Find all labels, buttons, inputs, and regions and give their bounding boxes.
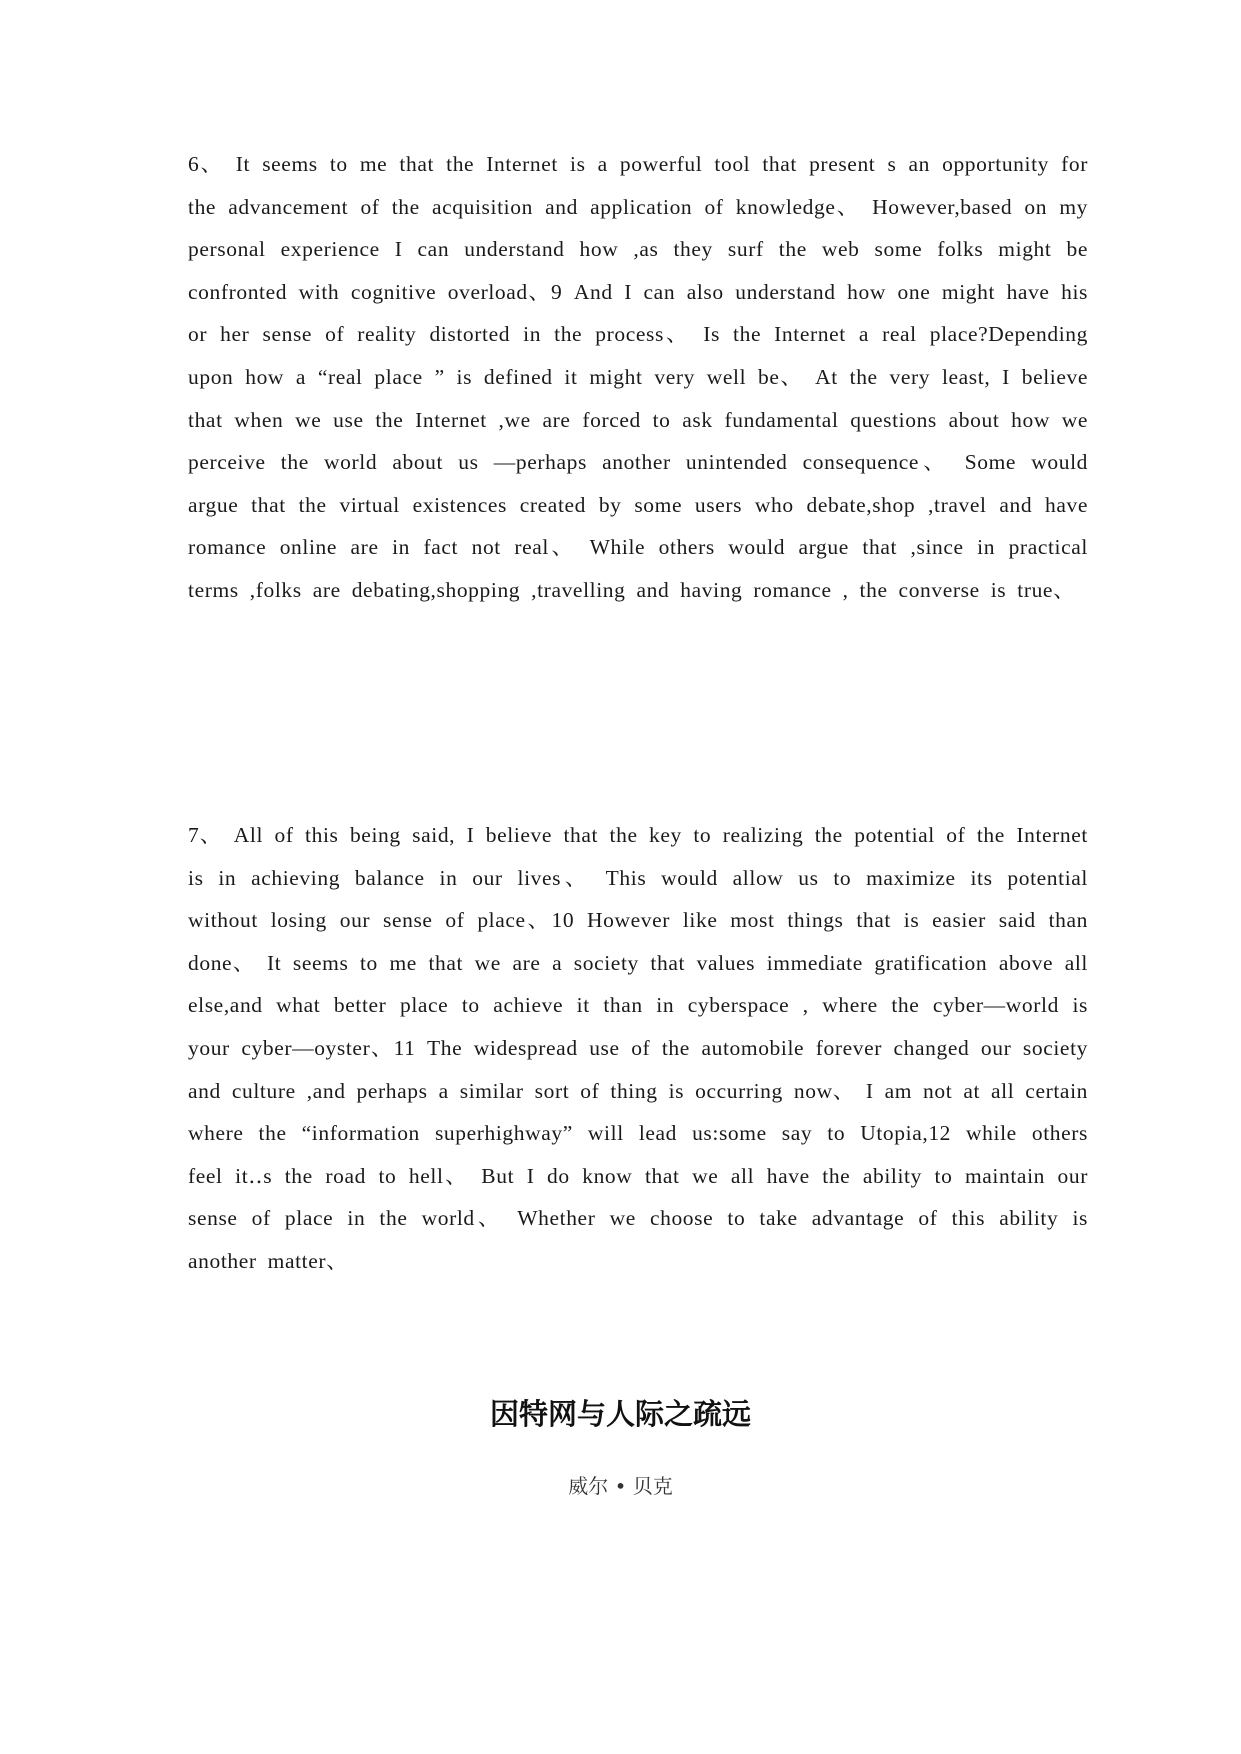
article-title: 因特网与人际之疏远 (489, 1397, 751, 1431)
article-author: 威尔 • 贝克 (568, 1474, 673, 1498)
paragraph-7: 7、 All of this being said, I believe that the key to realizing the potential of the Internet is in achieving balance in our lives、 This would allow us to maximize its potential without losing our sense of place、10 However like most things that is easier said than done、 It seems to me that we are a society that values immediate gratification above all else,and what better place to achieve it than in cyberspace , where the cyber—world is your cyber—oyster、11 The widespread use of the automobile forever changed our society and culture ,and perhaps a similar sort of thing is occurring now、 I am not at all certain where the “information superhighway” will lead us:some say to Utopia,12 while others feel it‥s the road to hell、 But I do know that we all have the ability to maintain our sense of place in the world、 Whether we choose to take advantage of this ability is another matter、 (188, 823, 1088, 1273)
paragraph-6: 6、 It seems to me that the Internet is a powerful tool that present s an opportunity for the advancement of the acquisition and application of knowledge、 However,based on my personal experience I can understand how ,as they surf the web some folks might be confronted with cognitive overload、9 And I can also understand how one might have his or her sense of reality distorted in the process、 Is the Internet a real place?Depending upon how a “real place ” is defined it might very well be、 At the very least, I believe that when we use the Internet ,we are forced to ask fundamental questions about how we perceive the world about us —perhaps another unintended consequence、 Some would argue that the virtual existences created by some users who debate,shop ,travel and have romance online are in fact not real、 While others would argue that ,since in practical terms ,folks are debating,shopping ,travelling and having romance , the converse is true、 (188, 152, 1088, 602)
